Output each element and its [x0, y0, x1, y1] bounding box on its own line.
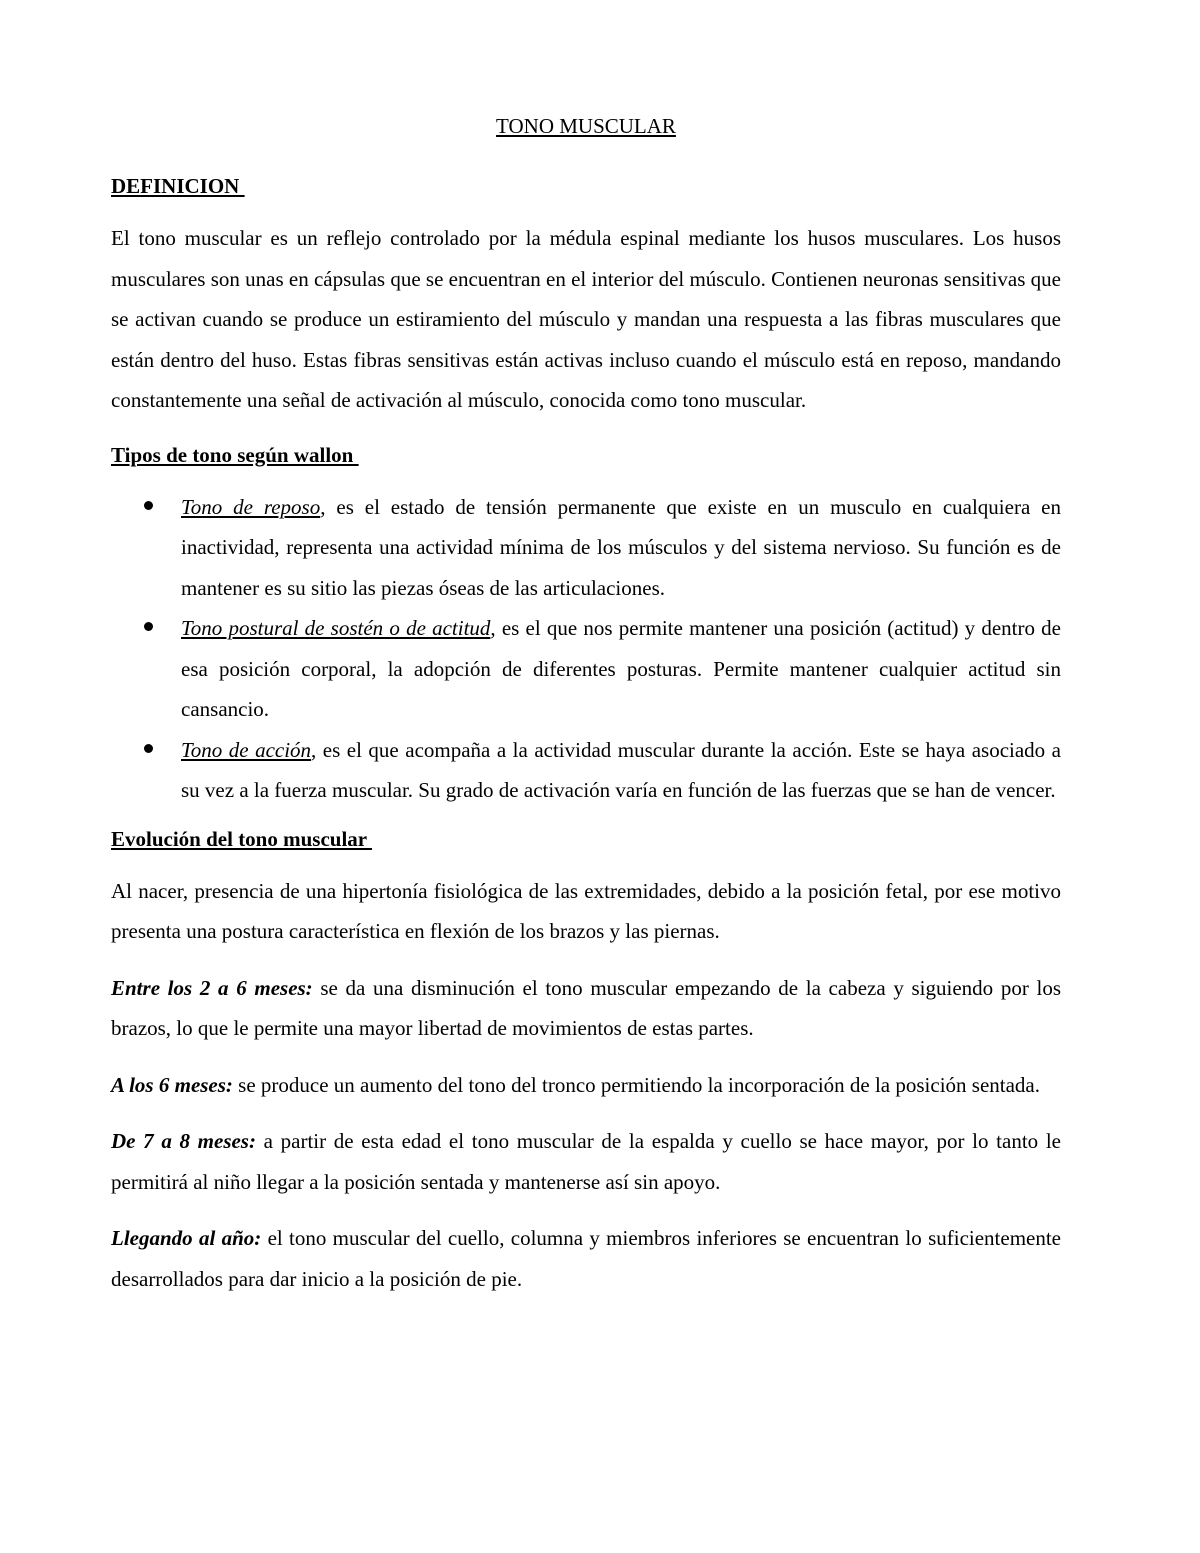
evolution-intro: Al nacer, presencia de una hipertonía fisiológica de las extremidades, debido a la posición fetal, por ese motivo presenta una postura característica en flexión de los brazos y las piernas.: [111, 878, 1061, 943]
list-item: [111, 608, 1061, 730]
document-title: TONO MUSCULAR: [496, 114, 676, 138]
stage-paragraph: [111, 1218, 1061, 1299]
type-term: Tono de reposo: [181, 494, 321, 519]
type-term: Tono de acción: [181, 737, 312, 762]
stage-lead: Llegando al año:: [111, 1226, 262, 1250]
stage-text: se da una disminución el tono muscular empezando de la cabeza y siguiendo por los brazos, lo que le permite una mayor libertad de movimientos de estas partes.: [111, 975, 1061, 1040]
list-item: [111, 487, 1061, 609]
stage-paragraph: [111, 1121, 1061, 1202]
stage-text: a partir de esta edad el tono muscular de la espalda y cuello se hace mayor, por lo tanto le permitirá al niño llegar a la posición sentada y mantenerse así sin apoyo.: [111, 1129, 1061, 1194]
evolution-heading: Evolución del tono muscular: [111, 826, 372, 851]
stage-paragraph: [111, 1065, 1061, 1106]
stage-lead: Entre los 2 a 6 meses:: [111, 975, 313, 1000]
stage-text: se produce un aumento del tono del tronco permitiendo la incorporación de la posición sentada.: [232, 1072, 1041, 1097]
stage-paragraph: [111, 968, 1061, 1049]
bullet-icon: [144, 744, 153, 753]
bullet-icon: [144, 622, 153, 631]
definition-heading: DEFINICION: [111, 174, 245, 198]
type-description: , es el que nos permite mantener una posición (actitud) y dentro de esa posición corporal, la adopción de diferentes posturas. Permite mantener cualquier actitud sin cansancio.: [181, 616, 1061, 721]
types-list: [111, 487, 1061, 811]
type-description: , es el que acompaña a la actividad muscular durante la acción. Este se haya asociado a su vez a la fuerza muscular. Su grado de activación varía en función de las fuerzas que se han de vencer.: [181, 737, 1061, 802]
stage-lead: De 7 a 8 meses:: [111, 1129, 256, 1153]
type-term: Tono postural de sostén o de actitud: [181, 616, 491, 640]
stage-text: el tono muscular del cuello, columna y miembros inferiores se encuentran lo suficientemente desarrollados para dar inicio a la posición de pie.: [111, 1226, 1062, 1291]
definition-paragraph: El tono muscular es un reflejo controlado por la médula espinal mediante los husos musculares. Los husos musculares son unas en cápsulas que se encuentran en el interior del músculo. Contienen neuronas sensitivas que se activan cuando se produce un estiramiento del músculo y mandan una respuesta a las fibras musculares que están dentro del huso. Estas fibras sensitivas están activas incluso cuando el músculo está en reposo, mandando constantemente una señal de activación al músculo, conocida como tono muscular.: [111, 226, 1061, 412]
bullet-icon: [144, 501, 153, 510]
stage-lead: A los 6 meses:: [111, 1072, 233, 1097]
document-page: [111, 108, 1061, 1315]
type-description: , es el estado de tensión permanente que existe en un musculo en cualquiera en inactividad, representa una actividad mínima de los músculos y del sistema nervioso. Su función es de mantener es su sitio las piezas óseas de las articulaciones.: [181, 494, 1061, 600]
types-heading: Tipos de tono según wallon: [111, 442, 359, 467]
list-item: [111, 730, 1061, 811]
